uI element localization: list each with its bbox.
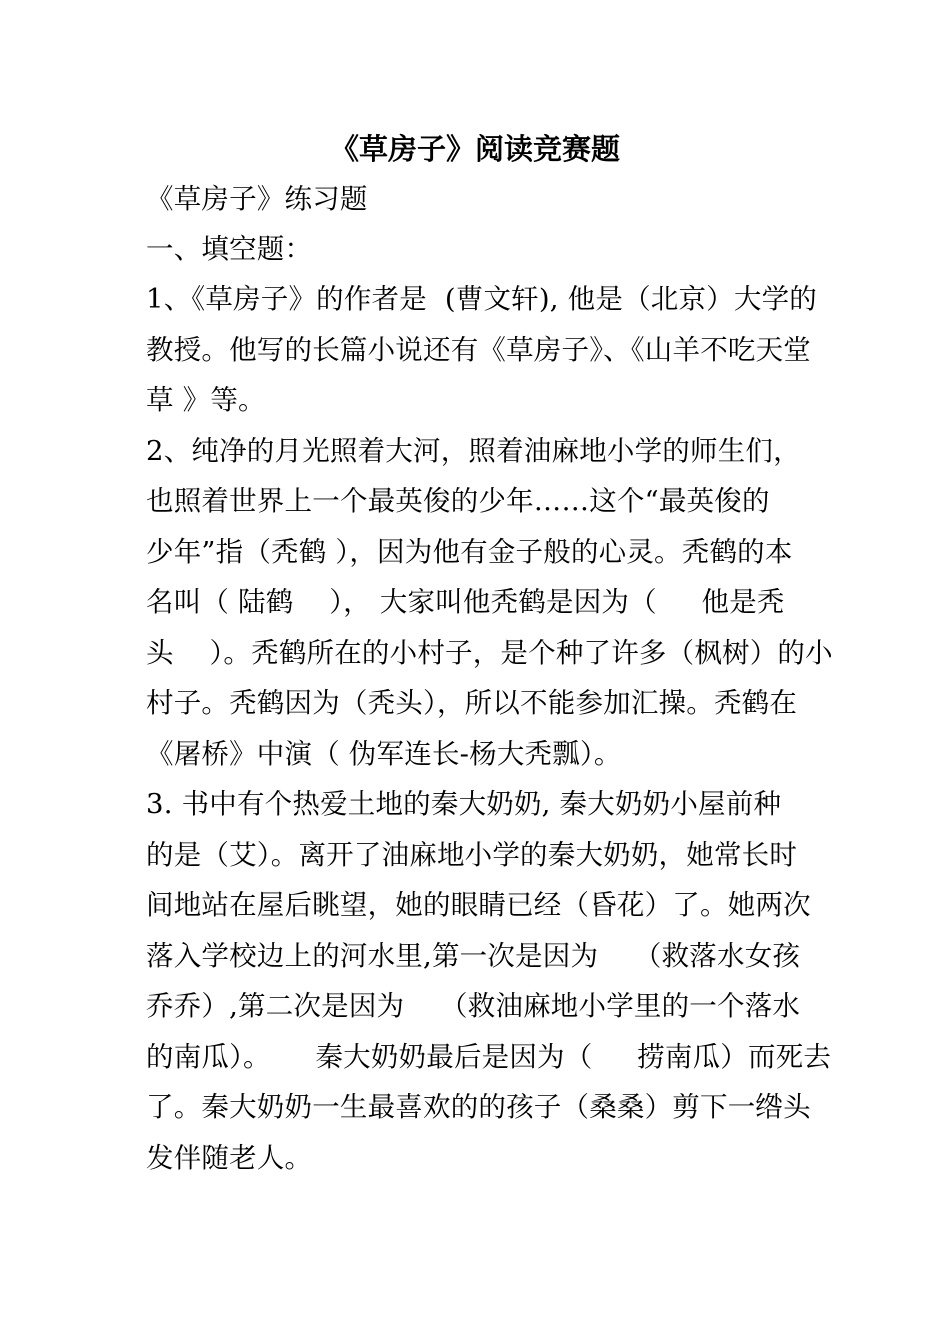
questions-body xyxy=(146,274,833,1183)
section-heading-line: 一、填空题： xyxy=(146,233,313,265)
subtitle-line: 《草房子》练习题 xyxy=(146,183,368,215)
section-heading xyxy=(146,224,816,275)
text-line: 草 》等。 xyxy=(146,384,266,416)
text-line: 的南瓜）。 秦大奶奶最后是因为（ 捞南瓜）而死去 xyxy=(146,1040,832,1073)
text-line: 乔乔）,第二次是因为 （救油麻地小学里的一个落水 xyxy=(146,990,801,1022)
text-line: 3. 书中有个热爱土地的秦大奶奶, 秦大奶奶小屋前种 xyxy=(146,788,782,820)
text-line: 了。秦大奶奶一生最喜欢的的孩子（桑桑）剪下一绺头 xyxy=(146,1091,811,1123)
text-line: 1、《草房子》的作者是 (曹文轩), 他是（北京）大学的 xyxy=(146,283,817,315)
text-line: 落入学校边上的河水里,第一次是因为 （救落水女孩 xyxy=(146,939,801,972)
text-line: 的是（艾）。离开了油麻地小学的秦大奶奶，她常长时 xyxy=(146,838,798,871)
text-line: 教授。他写的长篇小说还有《草房子》、《山羊不吃天堂 xyxy=(146,333,811,366)
document-subtitle xyxy=(146,174,816,225)
text-line: 也照着世界上一个最英俊的少年……这个“最英俊的 xyxy=(146,485,770,517)
text-line: 名叫（ 陆鹤 ）， 大家叫他秃鹤是因为（ 他是秃 xyxy=(146,586,785,618)
text-line: 间地站在屋后眺望，她的眼睛已经（昏花）了。她两次 xyxy=(146,889,811,921)
document-title: 《草房子》阅读竞赛题 xyxy=(329,132,620,166)
text-line: 村子。秃鹤因为（秃头），所以不能参加汇操。秃鹤在 xyxy=(146,687,798,719)
text-line: 头 ）。秃鹤所在的小村子，是个种了许多（枫树）的小 xyxy=(146,636,833,669)
text-line: 发伴随老人。 xyxy=(146,1141,313,1174)
text-line: 《屠桥》中演（ 伪军连长-杨大秃瓢）。 xyxy=(146,737,622,770)
text-line: 2、纯净的月光照着大河，照着油麻地小学的师生们， xyxy=(146,434,801,467)
text-line: 少年”指（秃鹤 ），因为他有金子般的心灵。秃鹤的本 xyxy=(146,535,793,568)
